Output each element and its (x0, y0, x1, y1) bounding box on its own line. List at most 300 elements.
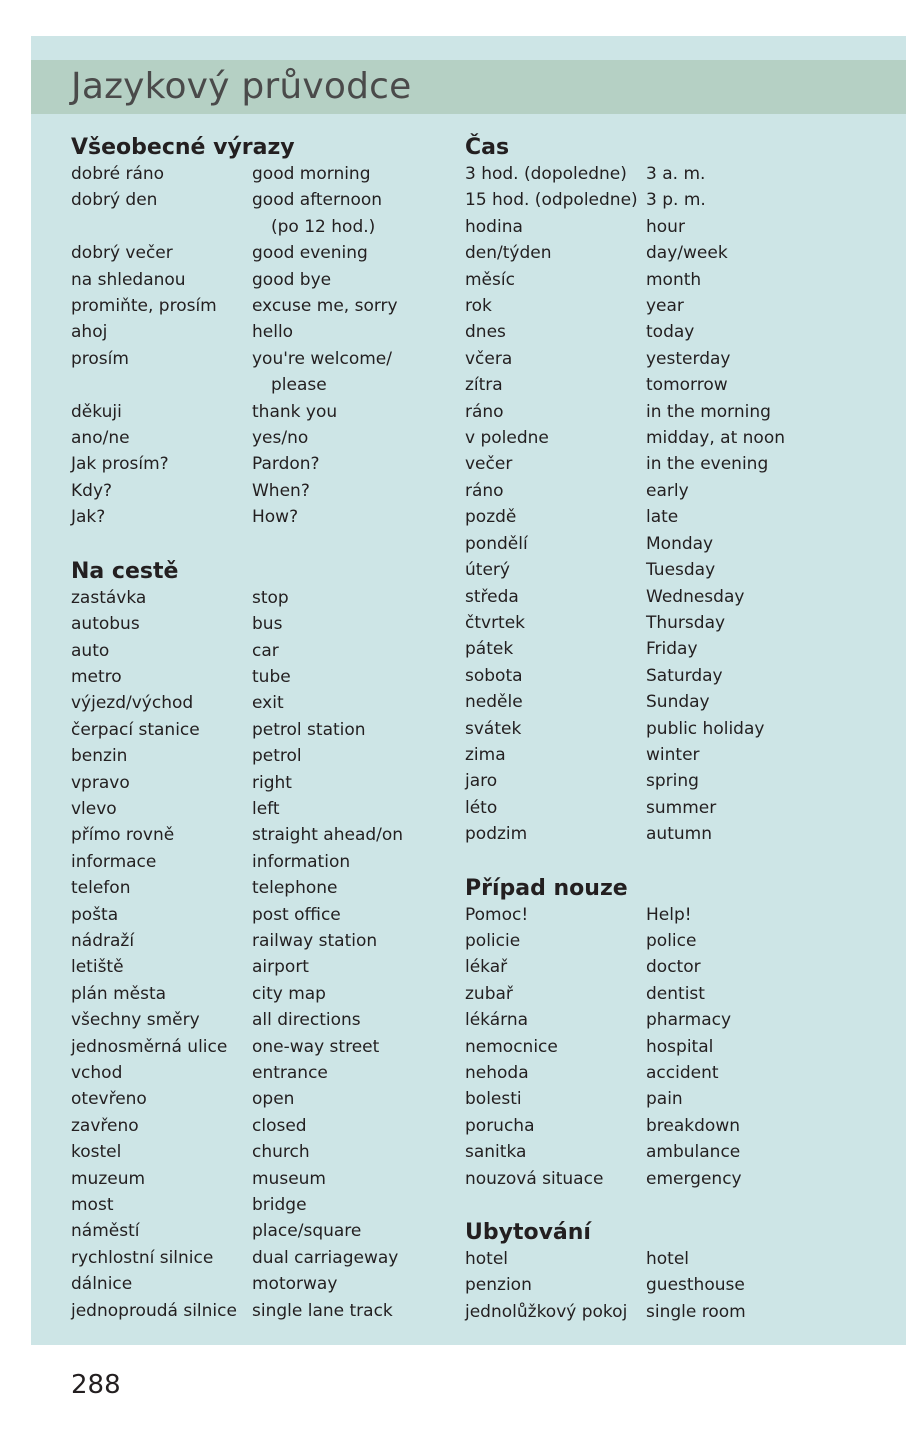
english-term-text: motorway (252, 1274, 338, 1295)
english-term (252, 796, 461, 822)
english-term-text: spring (646, 771, 699, 792)
section-title: Čas (465, 135, 510, 160)
english-term (252, 399, 461, 425)
english-term (252, 822, 461, 848)
english-term-text: 3 a. m. (646, 164, 706, 184)
phrase-row (465, 1007, 895, 1033)
czech-term: lékař (465, 957, 508, 978)
phrase-row (465, 716, 895, 742)
section-general (71, 134, 461, 531)
phrase-row (465, 1139, 895, 1165)
phrase-row (71, 1271, 461, 1297)
phrase-row (465, 981, 895, 1007)
english-term-text: pharmacy (646, 1010, 732, 1031)
czech-term: vpravo (71, 772, 130, 793)
czech-term: úterý (465, 560, 510, 581)
english-term-text: you're welcome/ (252, 348, 392, 369)
phrase-row (465, 768, 895, 794)
english-term-text: month (646, 269, 702, 290)
phrase-row (71, 1192, 461, 1218)
phrase-row (71, 875, 461, 901)
english-term-continuation: please (271, 375, 327, 396)
phrase-row (71, 187, 461, 240)
english-term-text: Sunday (646, 692, 710, 713)
english-term-text: single lane track (252, 1300, 393, 1321)
czech-term: autobus (71, 614, 140, 635)
page-title: Jazykový průvodce (71, 66, 412, 107)
english-term (646, 1034, 895, 1060)
english-term-text: police (646, 930, 697, 951)
phrase-row (71, 346, 461, 399)
phrase-row (465, 504, 895, 530)
czech-term: ahoj (71, 322, 108, 343)
czech-term: lékárna (465, 1010, 529, 1031)
phrase-row (465, 478, 895, 504)
czech-term: na shledanou (71, 269, 186, 290)
czech-term: sanitka (465, 1142, 527, 1163)
czech-term: benzin (71, 746, 128, 767)
english-term (252, 690, 461, 716)
english-term (252, 743, 461, 769)
czech-term: telefon (71, 878, 131, 899)
czech-term: zima (465, 744, 506, 765)
czech-term: neděle (465, 692, 523, 713)
english-term-text: right (252, 772, 292, 793)
english-term-text: day/week (646, 243, 728, 264)
english-term (252, 770, 461, 796)
english-term (646, 451, 895, 477)
phrase-row (465, 742, 895, 768)
english-term-text: pain (646, 1089, 683, 1110)
english-term-text: left (252, 798, 280, 819)
english-term-text: excuse me, sorry (252, 296, 398, 317)
phrase-row (71, 585, 461, 611)
english-term (252, 1034, 461, 1060)
english-term (252, 1271, 461, 1297)
czech-term: ráno (465, 401, 504, 422)
english-term (252, 451, 461, 477)
phrase-row (465, 399, 895, 425)
phrase-row (465, 902, 895, 928)
phrase-row (71, 319, 461, 345)
english-term-text: hour (646, 216, 685, 237)
phrase-row (465, 1086, 895, 1112)
english-term (252, 585, 461, 611)
english-term-text: yesterday (646, 348, 731, 369)
phrase-row (71, 902, 461, 928)
czech-term: zubař (465, 983, 513, 1004)
czech-term: promiňte, prosím (71, 296, 217, 317)
phrase-list (465, 902, 895, 1192)
phrase-row (71, 451, 461, 477)
phrase-row (71, 1166, 461, 1192)
phrase-list (71, 161, 461, 531)
english-term-text: dual carriageway (252, 1247, 399, 1268)
english-term-text: church (252, 1142, 310, 1163)
english-term-text: stop (252, 587, 289, 608)
czech-term: středa (465, 586, 519, 607)
english-term-text: public holiday (646, 718, 765, 739)
czech-term: jednosměrná ulice (71, 1036, 228, 1057)
phrasebook-panel (31, 36, 906, 1345)
czech-term: nemocnice (465, 1036, 558, 1057)
english-term-text: year (646, 296, 684, 317)
czech-term: přímo rovně (71, 825, 175, 846)
phrase-row (71, 504, 461, 530)
english-term-text: early (646, 480, 689, 501)
phrase-list (465, 1246, 895, 1325)
phrase-row (71, 1139, 461, 1165)
english-term-text: dentist (646, 983, 705, 1004)
czech-term: vlevo (71, 798, 117, 819)
english-term-text: autumn (646, 824, 712, 845)
english-term-text: midday, at noon (646, 428, 785, 449)
phrase-row (465, 1034, 895, 1060)
phrase-row (465, 1166, 895, 1192)
czech-term: prosím (71, 348, 129, 369)
czech-term: ano/ne (71, 428, 130, 449)
phrase-row (71, 1034, 461, 1060)
english-term-text: city map (252, 983, 326, 1004)
czech-term: Kdy? (71, 480, 113, 501)
english-term-text: open (252, 1089, 295, 1110)
czech-term: rychlostní silnice (71, 1247, 214, 1268)
phrase-row (71, 1060, 461, 1086)
english-term (646, 399, 895, 425)
czech-term: děkuji (71, 401, 122, 422)
english-term-text: Wednesday (646, 586, 745, 607)
czech-term: bolesti (465, 1089, 522, 1110)
english-term-text: good evening (252, 243, 368, 264)
section-gap (71, 531, 461, 558)
phrase-row (71, 1245, 461, 1271)
english-term (646, 1166, 895, 1192)
english-term (252, 1060, 461, 1086)
phrase-row (71, 690, 461, 716)
czech-term: Pomoc! (465, 904, 529, 925)
english-term-text: thank you (252, 401, 338, 422)
czech-term: vchod (71, 1063, 123, 1083)
english-term (252, 875, 461, 901)
english-term (252, 928, 461, 954)
czech-term: auto (71, 640, 110, 661)
english-term-text: accident (646, 1063, 719, 1083)
czech-term: svátek (465, 718, 522, 739)
czech-term: muzeum (71, 1168, 146, 1189)
czech-term: most (71, 1195, 114, 1216)
english-term (252, 1218, 461, 1244)
czech-term: pošta (71, 904, 119, 925)
phrase-row (465, 954, 895, 980)
english-term-text: How? (252, 507, 299, 528)
phrase-row (465, 663, 895, 689)
phrase-row (71, 717, 461, 743)
english-term-text: car (252, 640, 279, 661)
czech-term: všechny směry (71, 1010, 200, 1031)
phrase-row (465, 821, 895, 847)
phrase-row (71, 664, 461, 690)
phrase-row (465, 636, 895, 662)
phrase-row (71, 1086, 461, 1112)
english-term (252, 1139, 461, 1165)
english-term (252, 478, 461, 504)
czech-term: zavřeno (71, 1115, 139, 1136)
phrase-row (71, 796, 461, 822)
english-term (252, 425, 461, 451)
phrase-row (71, 240, 461, 266)
english-term-text: Monday (646, 533, 714, 554)
english-term (646, 742, 895, 768)
english-term (252, 664, 461, 690)
english-term-text: airport (252, 957, 309, 978)
english-term-text: tube (252, 666, 291, 687)
phrase-row (71, 954, 461, 980)
english-term (646, 1246, 895, 1272)
english-term-text: information (252, 851, 351, 872)
czech-term: nehoda (465, 1063, 529, 1083)
czech-term: náměstí (71, 1221, 140, 1242)
english-term (646, 768, 895, 794)
english-term (252, 1245, 461, 1271)
english-term (252, 1007, 461, 1033)
czech-term: čtvrtek (465, 612, 526, 633)
czech-term: rok (465, 296, 492, 317)
phrase-row (71, 981, 461, 1007)
english-term (252, 161, 461, 187)
czech-term: večer (465, 454, 513, 475)
english-term (646, 531, 895, 557)
section-title: Ubytování (465, 1220, 591, 1246)
english-term (646, 610, 895, 636)
english-term (646, 161, 895, 187)
phrase-row (71, 399, 461, 425)
czech-term: čerpací stanice (71, 719, 200, 740)
english-term (646, 267, 895, 293)
czech-term: dobrý večer (71, 243, 173, 264)
english-term-text: petrol (252, 746, 302, 767)
phrase-row (465, 161, 895, 187)
czech-term: Jak prosím? (71, 454, 169, 475)
section-title: Případ nouze (465, 875, 628, 901)
phrase-row (465, 557, 895, 583)
phrase-row (71, 425, 461, 451)
english-term-text: doctor (646, 957, 701, 978)
czech-term: jednolůžkový pokoj (465, 1301, 628, 1322)
czech-term: penzion (465, 1275, 532, 1296)
english-term-text: today (646, 322, 695, 343)
phrase-row (71, 267, 461, 293)
czech-term: pondělí (465, 533, 528, 554)
english-term (646, 928, 895, 954)
phrase-row (71, 1007, 461, 1033)
english-term (646, 663, 895, 689)
english-term-text: When? (252, 480, 310, 501)
english-term-text: hospital (646, 1036, 714, 1057)
english-term (646, 902, 895, 928)
english-term (646, 1139, 895, 1165)
section-travel (71, 558, 461, 1324)
english-term-text: Tuesday (646, 560, 716, 581)
czech-term: výjezd/východ (71, 693, 194, 714)
english-term-text: telephone (252, 878, 338, 899)
czech-term: pátek (465, 639, 514, 660)
right-column (465, 134, 895, 1325)
english-term (646, 1299, 895, 1325)
english-term (252, 504, 461, 530)
english-term-text: good morning (252, 164, 371, 184)
english-term-text: museum (252, 1168, 326, 1189)
english-term-text: one-way street (252, 1036, 380, 1057)
czech-term: sobota (465, 665, 523, 686)
phrase-row (465, 187, 895, 213)
czech-term: v poledne (465, 428, 549, 449)
english-term (646, 689, 895, 715)
phrase-row (465, 689, 895, 715)
english-term (646, 187, 895, 213)
english-term (646, 240, 895, 266)
english-term-continuation: (po 12 hod.) (271, 216, 376, 237)
english-term (646, 372, 895, 398)
section-emergency (465, 875, 895, 1192)
english-term (646, 478, 895, 504)
english-term (252, 346, 461, 399)
english-term-text: Saturday (646, 665, 723, 686)
english-term (646, 293, 895, 319)
czech-term: ráno (465, 480, 504, 501)
english-term-text: Pardon? (252, 454, 320, 475)
english-term (252, 1166, 461, 1192)
czech-term: léto (465, 797, 498, 818)
english-term (646, 821, 895, 847)
english-term-text: bridge (252, 1195, 307, 1216)
english-term-text: entrance (252, 1063, 328, 1083)
phrase-row (71, 1113, 461, 1139)
english-term-text: winter (646, 744, 700, 765)
phrase-row (71, 638, 461, 664)
english-term-text: straight ahead/on (252, 825, 404, 846)
english-term-text: post office (252, 904, 341, 925)
english-term-text: hotel (646, 1249, 690, 1270)
phrase-row (465, 451, 895, 477)
czech-term: otevřeno (71, 1089, 147, 1110)
english-term (646, 716, 895, 742)
phrase-row (71, 928, 461, 954)
phrase-row (465, 425, 895, 451)
phrase-row (465, 346, 895, 372)
left-column (71, 134, 461, 1324)
phrase-row (465, 584, 895, 610)
english-term (252, 267, 461, 293)
english-term (252, 1192, 461, 1218)
czech-term: jaro (465, 771, 498, 792)
phrase-list (71, 585, 461, 1324)
english-term (252, 981, 461, 1007)
english-term-text: place/square (252, 1221, 362, 1242)
czech-term: zítra (465, 375, 503, 396)
czech-term: 3 hod. (dopoledne) (465, 164, 627, 184)
phrase-row (71, 1298, 461, 1324)
english-term-text: bus (252, 614, 283, 635)
czech-term: metro (71, 666, 122, 687)
english-term-text: in the evening (646, 454, 769, 475)
english-term-text: single room (646, 1301, 746, 1322)
english-term-text: petrol station (252, 719, 366, 740)
english-term (646, 319, 895, 345)
english-term-text: summer (646, 797, 717, 818)
english-term-text: Friday (646, 639, 698, 660)
english-term-text: emergency (646, 1168, 742, 1189)
english-term-text: all directions (252, 1010, 361, 1031)
english-term (252, 954, 461, 980)
english-term (646, 1086, 895, 1112)
page-number: 288 (71, 1370, 121, 1400)
czech-term: informace (71, 851, 157, 872)
english-term (252, 1298, 461, 1324)
english-term (646, 1060, 895, 1086)
phrase-row (465, 1299, 895, 1325)
english-term-text: tomorrow (646, 375, 728, 396)
english-term-text: Thursday (646, 612, 726, 633)
phrase-row (71, 611, 461, 637)
phrase-row (465, 1246, 895, 1272)
phrase-list (465, 161, 895, 848)
czech-term: hotel (465, 1249, 509, 1270)
phrase-row (465, 293, 895, 319)
czech-term: plán města (71, 983, 167, 1004)
phrase-row (71, 478, 461, 504)
phrase-row (465, 319, 895, 345)
english-term (252, 293, 461, 319)
czech-term: nouzová situace (465, 1168, 604, 1189)
czech-term: hodina (465, 216, 523, 237)
section-time (465, 134, 895, 848)
czech-term: jednoproudá silnice (71, 1300, 237, 1321)
phrase-row (465, 531, 895, 557)
phrase-row (465, 610, 895, 636)
english-term (646, 636, 895, 662)
phrase-row (465, 1272, 895, 1298)
english-term-text: breakdown (646, 1115, 740, 1136)
english-term (646, 954, 895, 980)
english-term (646, 584, 895, 610)
czech-term: kostel (71, 1142, 122, 1163)
english-term (646, 346, 895, 372)
english-term (646, 1007, 895, 1033)
czech-term: měsíc (465, 269, 515, 290)
czech-term: den/týden (465, 243, 552, 264)
czech-term: dálnice (71, 1274, 133, 1295)
english-term (646, 557, 895, 583)
title-bar (31, 60, 906, 114)
english-term-text: 3 p. m. (646, 190, 706, 211)
section-title: Na cestě (71, 558, 179, 584)
czech-term: dobrý den (71, 190, 158, 211)
section-gap (465, 1192, 895, 1219)
czech-term: policie (465, 930, 521, 951)
phrase-row (465, 214, 895, 240)
english-term (646, 214, 895, 240)
english-term (646, 1272, 895, 1298)
english-term-text: exit (252, 693, 284, 714)
section-gap (465, 848, 895, 875)
english-term-text: yes/no (252, 428, 309, 449)
english-term (252, 611, 461, 637)
czech-term: dobré ráno (71, 164, 165, 184)
english-term (252, 319, 461, 345)
phrase-row (465, 372, 895, 398)
phrase-row (71, 161, 461, 187)
czech-term: včera (465, 348, 513, 369)
